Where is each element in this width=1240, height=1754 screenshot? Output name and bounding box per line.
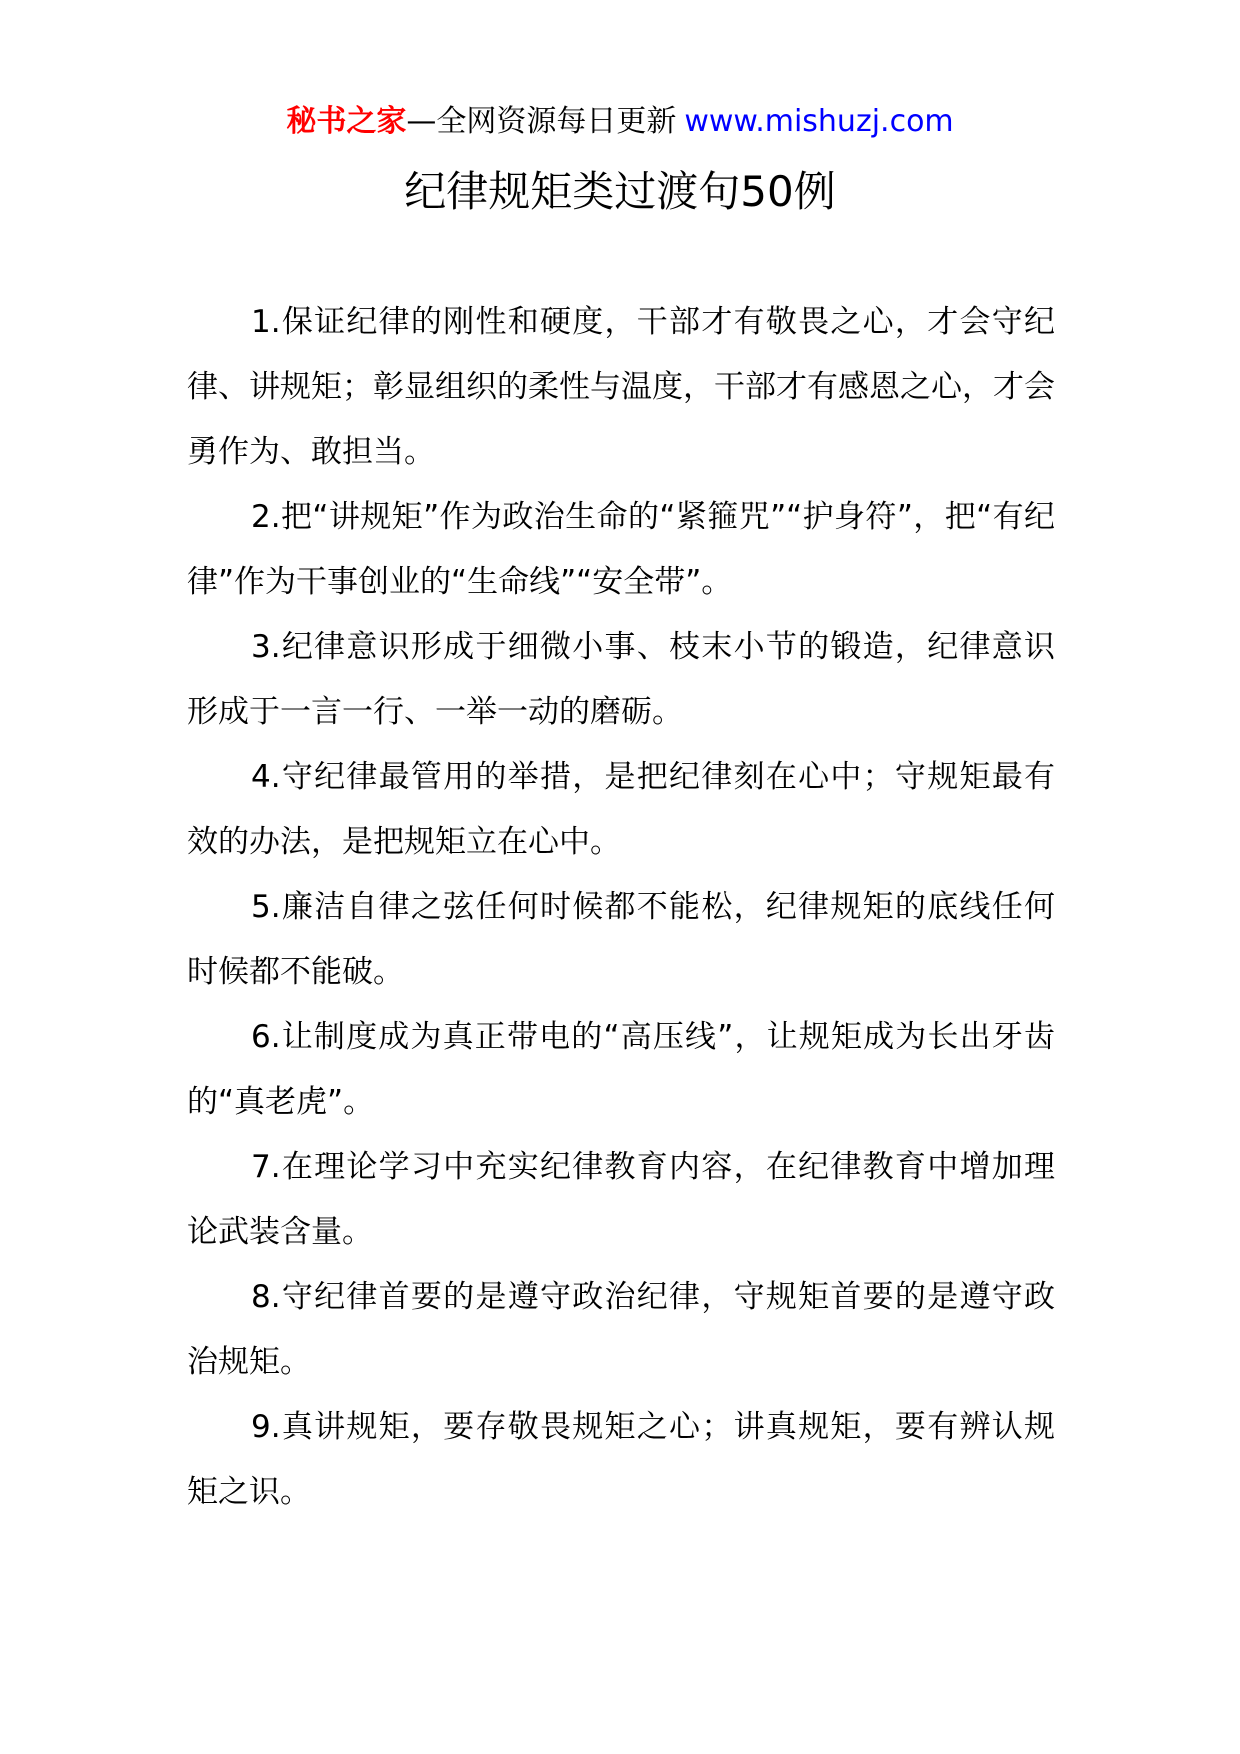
paragraph-7: 7.在理论学习中充实纪律教育内容，在纪律教育中增加理论武装含量。 <box>187 1149 1055 1250</box>
paragraph-1: 1.保证纪律的刚性和硬度，干部才有敬畏之心，才会守纪律、讲规矩；彰显组织的柔性与温度，干部才有感恩之心，才会勇作为、敢担当。 <box>187 304 1055 470</box>
site-header <box>0 100 1240 144</box>
paragraph-8: 8.守纪律首要的是遵守政治纪律，守规矩首要的是遵守政治规矩。 <box>187 1279 1055 1380</box>
paragraph-9: 9.真讲规矩，要存敬畏规矩之心；讲真规矩，要有辨认规矩之识。 <box>187 1409 1055 1510</box>
site-brand: 秘书之家 <box>286 104 407 139</box>
paragraph-3: 3.纪律意识形成于细微小事、枝末小节的锻造，纪律意识形成于一言一行、一举一动的磨砺。 <box>187 629 1055 730</box>
paragraph-6: 6.让制度成为真正带电的“高压线”，让规矩成为长出牙齿的“真老虎”。 <box>187 1019 1055 1120</box>
paragraph-4: 4.守纪律最管用的举措，是把纪律刻在心中；守规矩最有效的办法，是把规矩立在心中。 <box>187 759 1055 860</box>
document-title: 纪律规矩类过渡句50例 <box>404 167 836 216</box>
paragraph-2: 2.把“讲规矩”作为政治生命的“紧箍咒”“护身符”，把“有纪律”作为干事创业的“生命线”“安全带”。 <box>187 499 1055 600</box>
paragraph-5: 5.廉洁自律之弦任何时候都不能松，纪律规矩的底线任何时候都不能破。 <box>187 889 1055 990</box>
site-slogan: —全网资源每日更新 <box>406 104 677 139</box>
document-body <box>187 290 1055 1525</box>
site-url-link[interactable]: www.mishuzj.com <box>684 104 954 139</box>
